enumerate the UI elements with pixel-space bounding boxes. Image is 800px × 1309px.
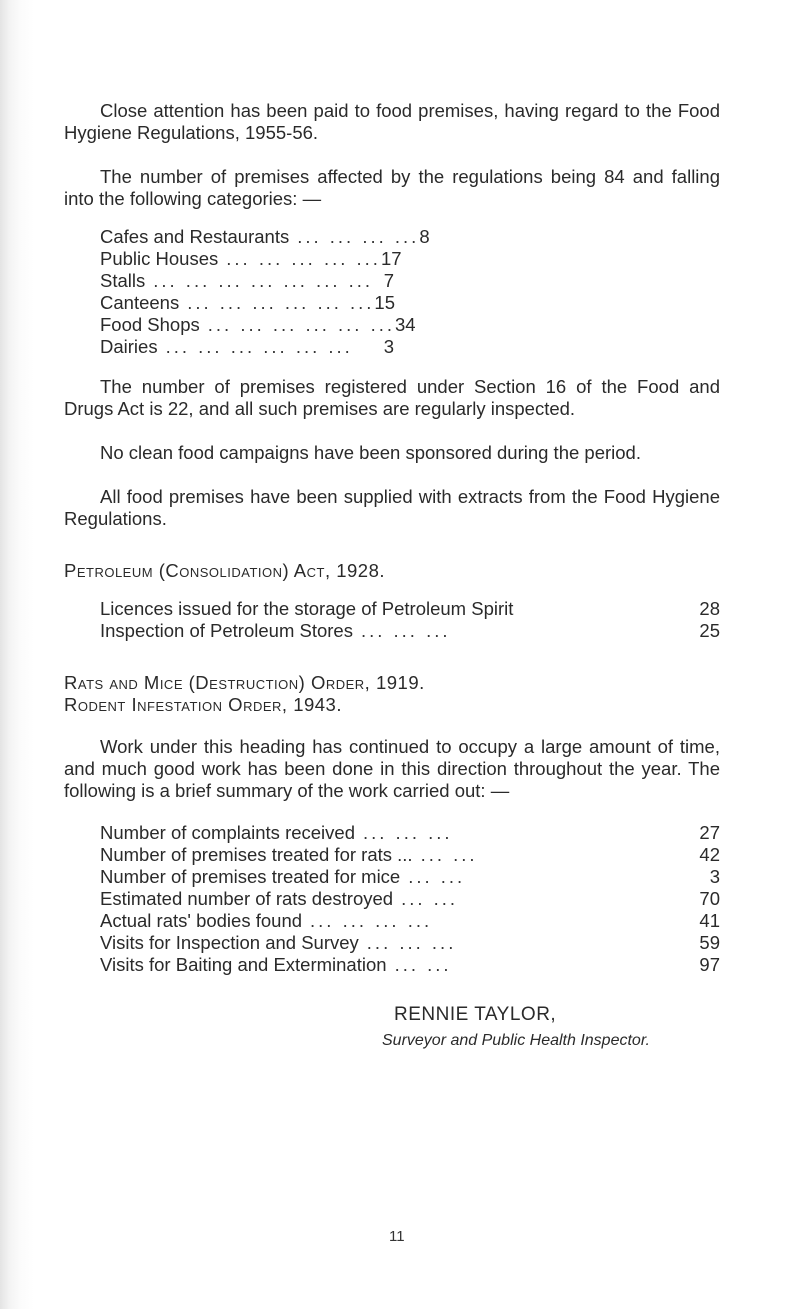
- paragraph-rodent-work: Work under this heading has continued to occupy a large amount of time, and much good work has been done in this direction throughout the year. The following is a brief summary of the work carried out: —: [64, 736, 720, 801]
- list-item: [100, 598, 720, 620]
- signature-title: Surveyor and Public Health Inspector.: [382, 1032, 650, 1049]
- item-leader: ... ... ... ...: [297, 226, 420, 247]
- item-value: 28: [699, 598, 720, 619]
- item-label: Number of premises treated for mice: [100, 866, 401, 887]
- list-item: [100, 954, 720, 976]
- item-label: Visits for Inspection and Survey: [100, 932, 359, 953]
- list-item: [100, 226, 430, 248]
- item-label: Public Houses: [100, 248, 219, 269]
- item-label: Inspection of Petroleum Stores: [100, 620, 353, 641]
- item-value: 70: [699, 888, 720, 909]
- item-value: 34: [394, 314, 416, 335]
- item-value: 41: [699, 910, 720, 931]
- item-leader: ... ... ... ... ... ... ...: [153, 270, 374, 291]
- item-value: 27: [699, 822, 720, 843]
- item-label: Canteens: [100, 292, 180, 313]
- item-value: 59: [699, 932, 720, 953]
- list-item: [100, 822, 720, 844]
- rodent-heading-2: Rodent Infestation Order, 1943.: [64, 694, 342, 715]
- list-item: [100, 336, 394, 358]
- item-label: Number of complaints received: [100, 822, 355, 843]
- document-body: [64, 100, 720, 1052]
- item-value: 17: [380, 248, 402, 269]
- item-label: Number of premises treated for rats ...: [100, 844, 413, 865]
- page-number: 11: [389, 1228, 405, 1245]
- item-label: Licences issued for the storage of Petroleum Spirit: [100, 598, 514, 619]
- item-leader: ... ...: [401, 888, 459, 909]
- item-leader: ... ... ...: [360, 620, 451, 641]
- rodent-list: [100, 822, 720, 976]
- item-value: 3: [383, 336, 394, 357]
- list-item: [100, 620, 720, 642]
- petroleum-heading: Petroleum (Consolidation) Act, 1928.: [64, 560, 386, 581]
- item-label: Actual rats' bodies found: [100, 910, 303, 931]
- item-label: Dairies: [100, 336, 158, 357]
- item-leader: ... ... ...: [366, 932, 457, 953]
- list-item: [100, 270, 394, 292]
- item-leader: ... ... ... ... ...: [226, 248, 381, 269]
- item-leader: ... ... ... ... ... ...: [165, 336, 353, 357]
- rodent-heading-1: Rats and Mice (Destruction) Order, 1919.: [64, 672, 425, 693]
- list-item: [100, 292, 394, 314]
- item-label: Visits for Baiting and Extermination: [100, 954, 387, 975]
- item-leader: ... ...: [394, 954, 452, 975]
- item-leader: ... ... ... ...: [310, 910, 433, 931]
- item-label: Stalls: [100, 270, 146, 291]
- categories-list: [100, 226, 720, 358]
- item-value: 3: [709, 866, 720, 887]
- item-leader: ... ... ...: [363, 822, 453, 843]
- item-value: 7: [383, 270, 394, 291]
- list-item: [100, 910, 720, 932]
- paragraph-food-premises: Close attention has been paid to food premises, having regard to the Food Hygiene Regulations, 1955-56.: [64, 100, 720, 143]
- paragraph-registered-premises: The number of premises registered under Section 16 of the Food and Drugs Act is 22, and all such premises are regularly inspected.: [64, 376, 720, 419]
- item-label: Food Shops: [100, 314, 200, 335]
- item-value: 8: [419, 226, 430, 247]
- item-leader: ... ...: [420, 844, 478, 865]
- item-value: 97: [699, 954, 720, 975]
- list-item: [100, 932, 720, 954]
- item-label: Estimated number of rats destroyed: [100, 888, 394, 909]
- paragraph-clean-food: No clean food campaigns have been sponsored during the period.: [100, 442, 641, 463]
- signature-name: RENNIE TAYLOR,: [394, 1004, 557, 1025]
- item-value: 15: [374, 292, 395, 313]
- list-item: [100, 888, 720, 910]
- item-leader: ... ...: [408, 866, 466, 887]
- item-leader: ... ... ... ... ... ...: [207, 314, 395, 335]
- list-item: [100, 866, 720, 888]
- list-item: [100, 314, 416, 336]
- list-item: [100, 248, 402, 270]
- paragraph-extracts: All food premises have been supplied with extracts from the Food Hygiene Regulations.: [64, 486, 720, 529]
- item-value: 42: [699, 844, 720, 865]
- item-leader: ... ... ... ... ... ...: [187, 292, 375, 313]
- paragraph-premises-count: The number of premises affected by the regulations being 84 and falling into the following categories: —: [64, 166, 720, 209]
- petroleum-list: [100, 598, 720, 642]
- item-label: Cafes and Restaurants: [100, 226, 290, 247]
- list-item: [100, 844, 720, 866]
- item-value: 25: [699, 620, 720, 641]
